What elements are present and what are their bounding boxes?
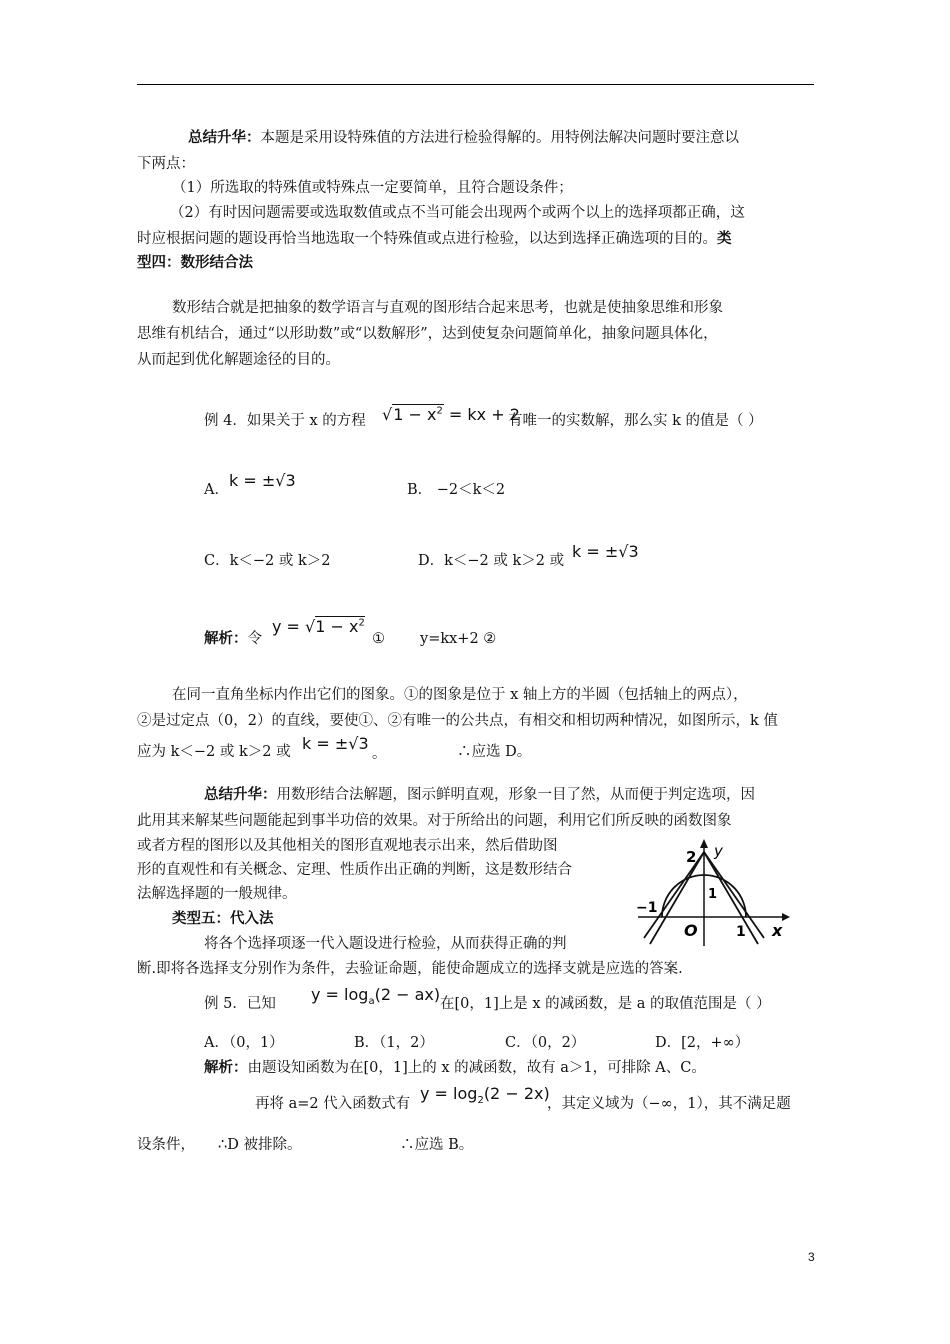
analysis5-line3a: 设条件， — [137, 1137, 195, 1153]
analysis5-math-log: y = log — [420, 1084, 478, 1103]
intro4-line1: 数形结合就是把抽象的数学语言与直观的图形结合起来思考，也就是使抽象思维和形象 — [172, 300, 723, 316]
option-a-math: k = ±√3 — [229, 471, 296, 490]
example4-eq-exp: 2 — [436, 405, 443, 417]
summary1-line1 — [188, 128, 739, 148]
example5-suffix: 在[0，1]上是 x 的减函数，是 a 的取值范围是（ ） — [440, 996, 771, 1012]
explain4-line2: ②是过定点（0，2）的直线，要使①、②有唯一的公共点，有相交和相切两种情况，如图所示，k 值 — [137, 713, 778, 729]
sqrt-icon: √ — [382, 405, 393, 424]
sqrt-icon: √ — [305, 617, 316, 636]
label-1-x: 1 — [736, 924, 746, 940]
summary1-line2: 下两点： — [137, 156, 195, 172]
summary2-text1: 用数形结合法解题，图示鲜明直观，形象一目了然，从而便于判定选项，因 — [276, 787, 755, 803]
example5-prefix: 例 5．已知 — [204, 996, 276, 1012]
label-1-top: 1 — [708, 887, 718, 902]
summary2-line3: 或者方程的图形以及其他相关的图形直观地表示出来，然后借助图 — [137, 838, 558, 854]
header-rule — [137, 84, 814, 85]
explain4-answer: ∴应选 D。 — [457, 744, 532, 760]
explain4-line3-end: 。 — [372, 746, 387, 762]
option-d-text: D．k＜−2 或 k＞2 或 — [418, 553, 565, 569]
page-number: 3 — [808, 1250, 815, 1264]
summary1-text1: 本题是采用设特殊值的方法进行检验得解的。用特例法解决问题时要注意以 — [260, 130, 739, 146]
type4-heading-a: 类 — [717, 231, 732, 247]
type4-heading: 型四：数形结合法 — [137, 255, 253, 271]
analysis5-text1: 由题设知函数为在[0，1]上的 x 的减函数，故有 a＞1，可排除 A、C。 — [247, 1060, 706, 1076]
example5-math-tail: (2 − ax) — [374, 985, 441, 1004]
analysis4-y-eq: y = — [272, 617, 306, 636]
example4-eq-left: 1 − x — [393, 405, 437, 424]
example5-option-a: A．（0，1） — [204, 1035, 284, 1051]
summary1-point2b: 时应根据问题的题设再恰当地选取一个特殊值或点进行检验，以达到选择正确选项的目的。 — [137, 231, 717, 247]
summary1-heading: 总结升华： — [188, 130, 261, 146]
y-axis-arrow-icon — [700, 839, 708, 848]
example5-option-b: B．（1，2） — [354, 1035, 434, 1051]
explain4-line1: 在同一直角坐标内作出它们的图象。①的图象是位于 x 轴上方的半圆（包括轴上的两点）， — [172, 687, 748, 703]
example5-math — [311, 985, 440, 1007]
intro4-line3: 从而起到优化解题途径的目的。 — [137, 352, 340, 368]
option-b: B． −2＜k＜2 — [407, 482, 506, 498]
example5-math-sub: a — [368, 996, 375, 1008]
summary2-line5: 法解选择题的一般规律。 — [137, 886, 297, 902]
analysis4-line1 — [204, 629, 262, 649]
type5-line2: 断.即将各选择支分别作为条件，去验证命题，能使命题成立的选择支就是应选的答案. — [137, 961, 683, 977]
option-a-label: A． — [204, 482, 229, 498]
example4-equation — [382, 405, 520, 424]
type5-heading: 类型五：代入法 — [172, 911, 274, 927]
analysis4-circ1: ① — [372, 631, 385, 647]
summary1-point1: （1）所选取的特殊值或特殊点一定要简单，且符合题设条件； — [172, 180, 573, 196]
analysis4-line2: y=kx+2 ② — [420, 631, 497, 647]
type5-line1: 将各个选择项逐一代入题设进行检验，从而获得正确的判 — [204, 936, 567, 952]
analysis5-line3c: ∴应选 B。 — [400, 1137, 474, 1153]
graph-figure — [632, 838, 792, 950]
summary2-heading: 总结升华： — [204, 787, 277, 803]
x-axis-arrow-icon — [782, 913, 790, 921]
analysis5-label: 解析： — [204, 1060, 248, 1076]
analysis4-rad: 1 − x — [315, 617, 359, 636]
analysis5-line2-post: ，其定义域为（−∞，1），其不满足题 — [547, 1096, 791, 1112]
label-origin: O — [684, 921, 698, 940]
label-neg1: −1 — [636, 900, 658, 916]
label-y: y — [714, 842, 723, 860]
analysis5-line2-pre: 再将 a=2 代入函数式有 — [255, 1096, 411, 1112]
example4-prefix: 例 4．如果关于 x 的方程 — [204, 413, 366, 429]
label-x: x — [772, 921, 783, 940]
summary1-point2b-line — [137, 229, 732, 249]
summary2-line1 — [204, 785, 755, 805]
label-2: 2 — [686, 848, 697, 866]
analysis4-label: 解析： — [204, 631, 248, 647]
intro4-line2: 思维有机结合，通过“以形助数”或“以数解形”，达到使复杂问题简单化，抽象问题具体化， — [137, 326, 718, 342]
summary1-point2a: （2）有时因问题需要或选取数值或点不当可能会出现两个或两个以上的选择项都正确，这 — [170, 205, 745, 221]
analysis4-eq1 — [272, 617, 365, 636]
analysis5-line1 — [204, 1058, 706, 1078]
analysis5-line3b: ∴D 被排除。 — [218, 1137, 302, 1153]
summary2-line4: 形的直观性和有关概念、定理、性质作出正确的判断，这是数形结合 — [137, 862, 572, 878]
example5-option-c: C．（0，2） — [505, 1035, 586, 1051]
analysis5-line2-math — [420, 1084, 550, 1106]
example4-suffix: 有唯一的实数解，那么实 k 的值是（ ） — [508, 413, 763, 429]
analysis5-math-sub: 2 — [477, 1095, 484, 1107]
explain4-line3-math: k = ±√3 — [302, 734, 369, 753]
example4-eq-right: = kx + 2 — [448, 405, 520, 424]
analysis4-ling: 令 — [247, 631, 262, 647]
explain4-line3: 应为 k＜−2 或 k＞2 或 — [137, 744, 291, 760]
analysis4-rad-exp: 2 — [358, 617, 365, 629]
example5-option-d: D．[2，+∞） — [655, 1035, 750, 1051]
analysis5-math-tail: (2 − 2x) — [483, 1084, 550, 1103]
option-c: C．k＜−2 或 k＞2 — [204, 553, 331, 569]
option-d-math: k = ±√3 — [572, 542, 639, 561]
summary2-line2: 此用其来解某些问题能起到事半功倍的效果。对于所给出的问题，利用它们所反映的函数图象 — [137, 813, 732, 829]
example5-math-log: y = log — [311, 985, 369, 1004]
